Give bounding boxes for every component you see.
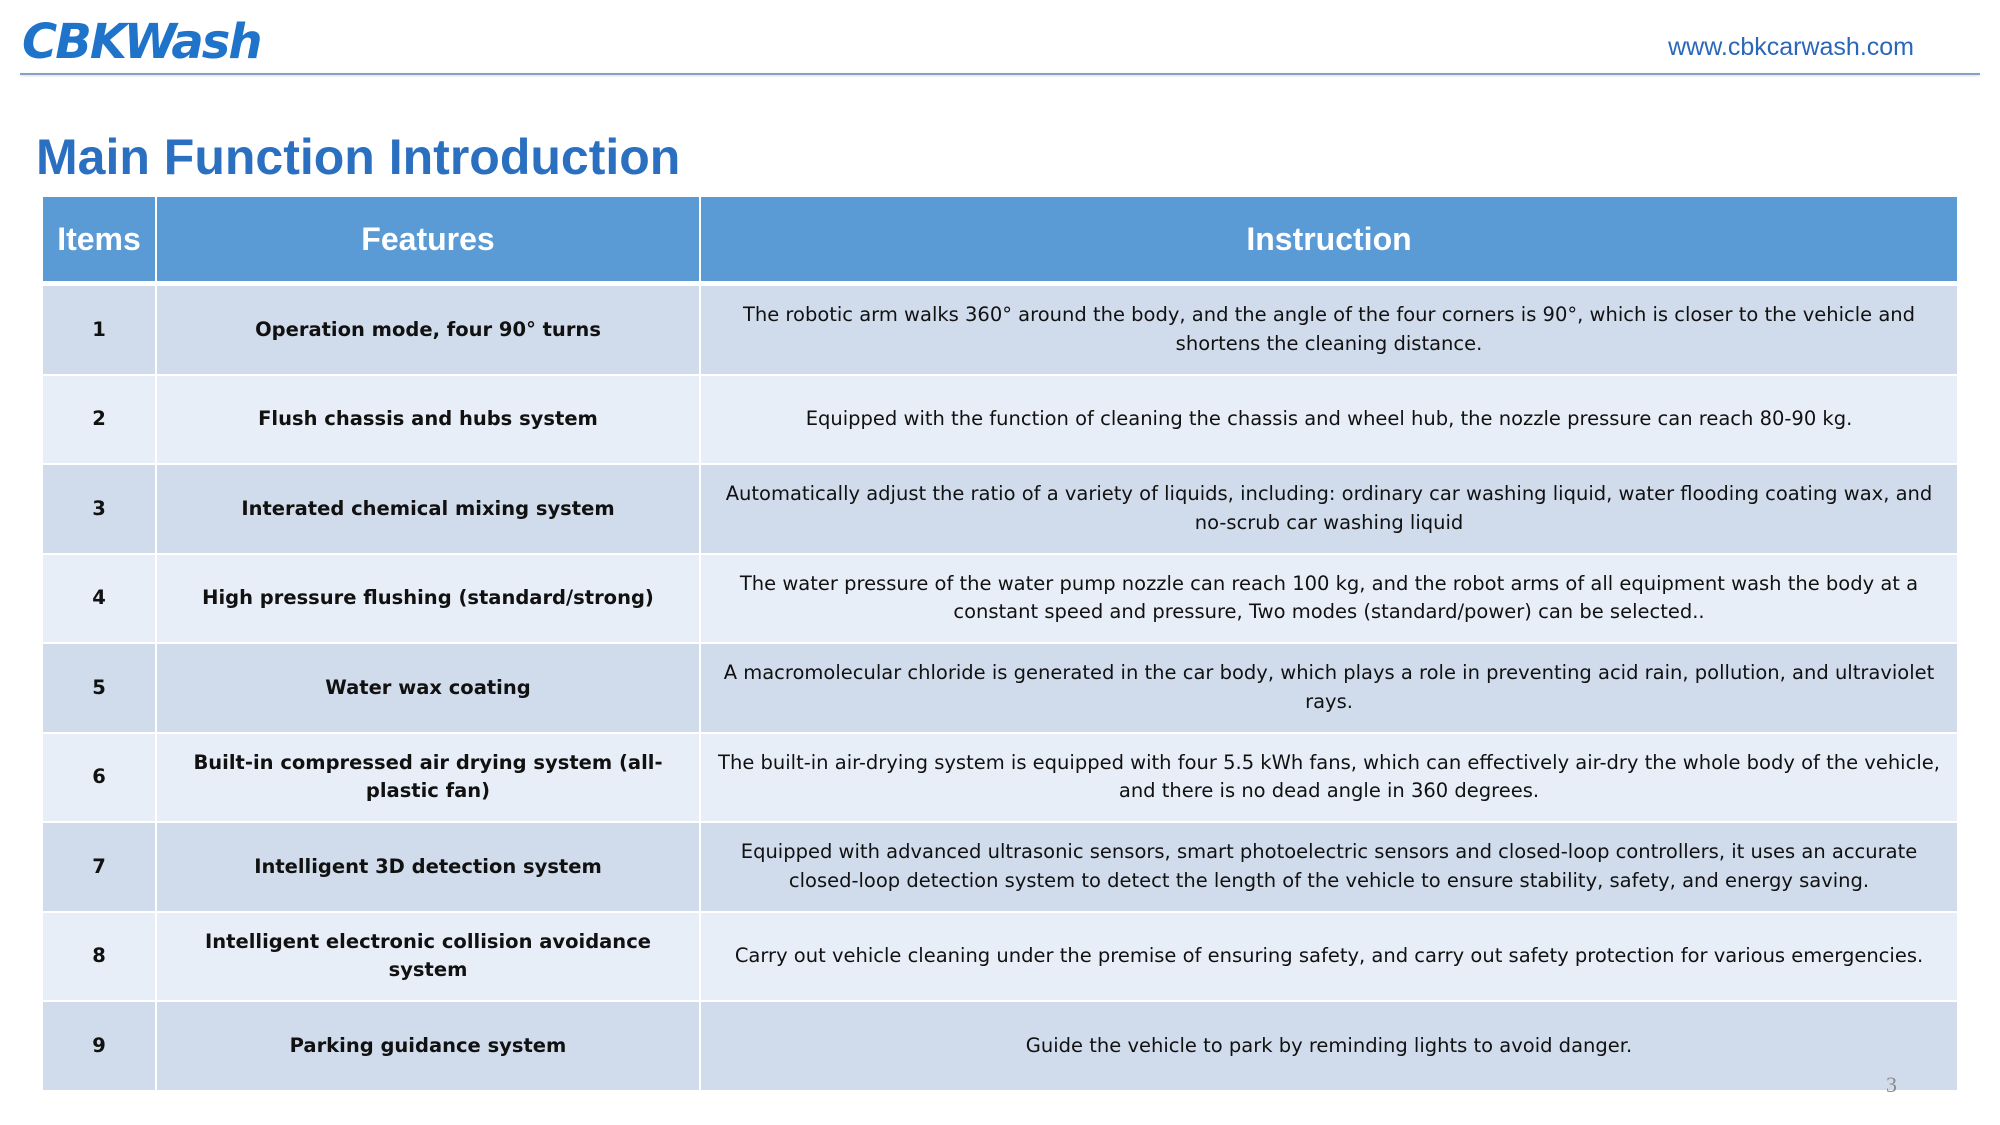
feature-name: Interated chemical mixing system	[157, 465, 701, 555]
instruction-text: The water pressure of the water pump nozzle can reach 100 kg, and the robot arms of all equipment wash the body at a constant speed and pressure, Two modes (standard/power) can be selected..	[701, 555, 1957, 645]
table-row	[43, 555, 1957, 645]
feature-name: High pressure flushing (standard/strong)	[157, 555, 701, 645]
item-number: 2	[43, 376, 157, 466]
header-divider	[20, 73, 1980, 75]
table-row	[43, 913, 1957, 1003]
table-row	[43, 465, 1957, 555]
instruction-text: Carry out vehicle cleaning under the premise of ensuring safety, and carry out safety protection for various emergencies.	[701, 913, 1957, 1003]
instruction-text: Guide the vehicle to park by reminding lights to avoid danger.	[701, 1002, 1957, 1092]
item-number: 6	[43, 734, 157, 824]
instruction-text: A macromolecular chloride is generated in the car body, which plays a role in preventing acid rain, pollution, and ultraviolet rays.	[701, 644, 1957, 734]
item-number: 4	[43, 555, 157, 645]
website-link[interactable]: www.cbkcarwash.com	[1668, 33, 1914, 61]
features-table	[43, 197, 1957, 1092]
feature-name: Parking guidance system	[157, 1002, 701, 1092]
item-number: 7	[43, 823, 157, 913]
instruction-text: The built-in air-drying system is equipped with four 5.5 kWh fans, which can effectively air-dry the whole body of the vehicle, and there is no dead angle in 360 degrees.	[701, 734, 1957, 824]
instruction-text: Automatically adjust the ratio of a variety of liquids, including: ordinary car washing liquid, water flooding coating wax, and no-scrub car washing liquid	[701, 465, 1957, 555]
table-row	[43, 286, 1957, 376]
feature-name: Operation mode, four 90° turns	[157, 286, 701, 376]
page-title: Main Function Introduction	[36, 129, 681, 185]
feature-name: Water wax coating	[157, 644, 701, 734]
table-row	[43, 376, 1957, 466]
table-row	[43, 734, 1957, 824]
table-row	[43, 823, 1957, 913]
table-row	[43, 644, 1957, 734]
page-number: 3	[1886, 1072, 1897, 1097]
instruction-text: The robotic arm walks 360° around the body, and the angle of the four corners is 90°, which is closer to the vehicle and shortens the cleaning distance.	[701, 286, 1957, 376]
feature-name: Flush chassis and hubs system	[157, 376, 701, 466]
instruction-text: Equipped with advanced ultrasonic sensors, smart photoelectric sensors and closed-loop controllers, it uses an accurate closed-loop detection system to detect the length of the vehicle to ensure stability, safety, and energy saving.	[701, 823, 1957, 913]
table-row	[43, 1002, 1957, 1092]
column-header-instruction: Instruction	[701, 197, 1957, 286]
feature-name: Intelligent 3D detection system	[157, 823, 701, 913]
item-number: 1	[43, 286, 157, 376]
item-number: 3	[43, 465, 157, 555]
cbkwash-logo: CBKWash	[22, 14, 261, 70]
item-number: 5	[43, 644, 157, 734]
feature-name: Intelligent electronic collision avoidance system	[157, 913, 701, 1003]
column-header-features: Features	[157, 197, 701, 286]
table-header-row	[43, 197, 1957, 286]
instruction-text: Equipped with the function of cleaning the chassis and wheel hub, the nozzle pressure can reach 80-90 kg.	[701, 376, 1957, 466]
column-header-items: Items	[43, 197, 157, 286]
feature-name: Built-in compressed air drying system (all-plastic fan)	[157, 734, 701, 824]
item-number: 8	[43, 913, 157, 1003]
item-number: 9	[43, 1002, 157, 1092]
